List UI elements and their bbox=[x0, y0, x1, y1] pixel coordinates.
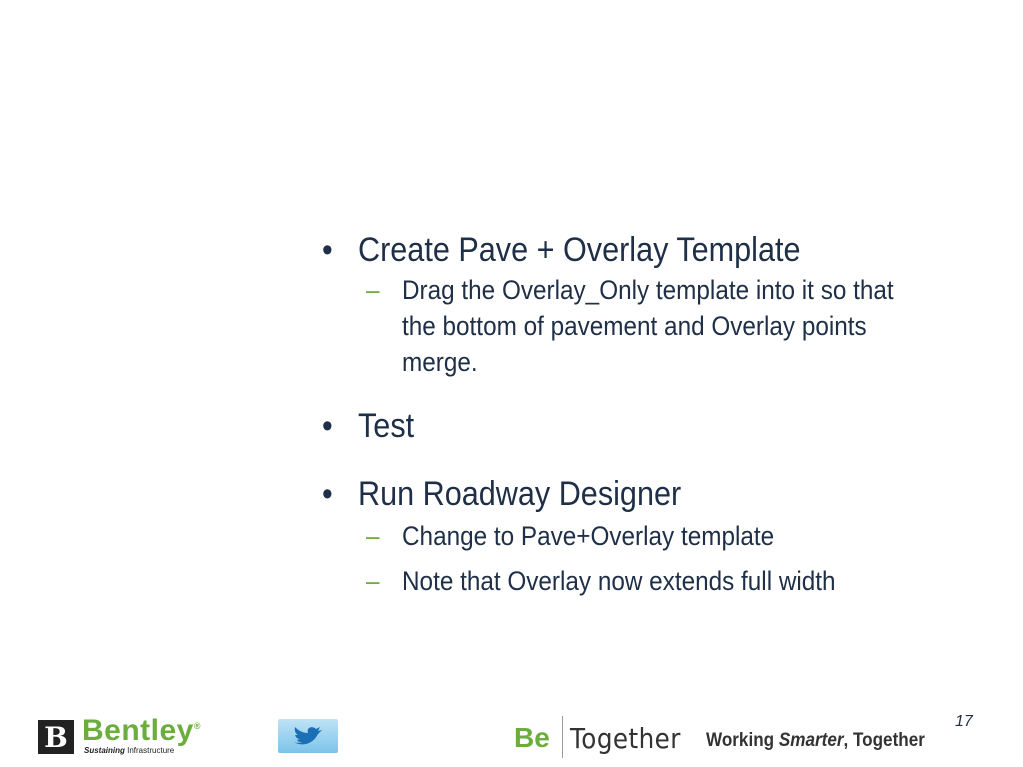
sub-bullet-text: Note that Overlay now extends full width bbox=[402, 566, 836, 596]
sub-bullet-change-template bbox=[366, 518, 884, 554]
working-smarter-together-slogan: Working Smarter, Together bbox=[706, 730, 925, 751]
sub-bullet-overlay-width bbox=[366, 563, 884, 599]
be-logo: Be bbox=[514, 722, 550, 753]
bentley-logo bbox=[38, 714, 218, 758]
sub-bullet-dash: – bbox=[366, 275, 380, 305]
sub-bullet-text: Change to Pave+Overlay template bbox=[402, 521, 775, 551]
twitter-bird-icon[interactable] bbox=[278, 719, 338, 753]
footer-divider bbox=[562, 716, 563, 758]
bentley-wordmark: Bentley® bbox=[82, 714, 202, 747]
sub-bullet-dash: – bbox=[366, 521, 380, 551]
bullet-text: Test bbox=[358, 407, 415, 445]
bentley-b-icon: B bbox=[38, 720, 74, 754]
bullet-test bbox=[322, 406, 880, 446]
bullet-dot: • bbox=[322, 475, 333, 513]
slide-content bbox=[322, 230, 942, 599]
page-number: 17 bbox=[955, 713, 973, 730]
bullet-run-roadway-designer bbox=[322, 474, 880, 514]
together-wordmark: Together bbox=[570, 722, 681, 755]
bullet-create-template bbox=[322, 230, 880, 270]
sub-bullet-text: Drag the Overlay_Only template into it so that the bottom of pavement and Overlay points merge. bbox=[402, 275, 894, 377]
bullet-text: Run Roadway Designer bbox=[358, 475, 682, 513]
bullet-text: Create Pave + Overlay Template bbox=[358, 231, 801, 269]
sub-bullet-drag-template bbox=[366, 272, 933, 380]
sub-bullet-dash: – bbox=[366, 566, 380, 596]
bullet-dot: • bbox=[322, 231, 333, 269]
bullet-dot: • bbox=[322, 407, 333, 445]
bentley-tagline: Sustaining Infrastructure bbox=[84, 746, 175, 755]
